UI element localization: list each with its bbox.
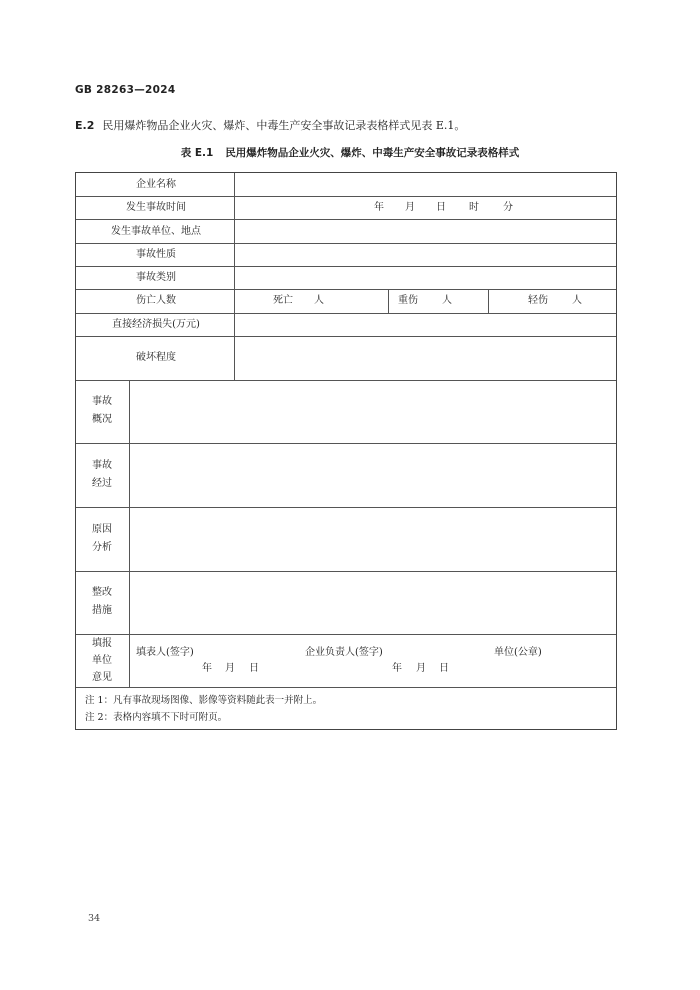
unit-seal: 单位(公章) (494, 647, 542, 658)
clause-text: 民用爆炸物品企业火灾、爆炸、中毒生产安全事故记录表格样式见表 E.1。 (102, 119, 466, 132)
filler-date-month: 月 (225, 663, 235, 674)
clause-number: E.2 (75, 119, 95, 132)
casualty-death: 死亡 (273, 295, 293, 306)
label-damage-degree: 破坏程度 (136, 352, 176, 363)
label-cause-1: 原因 (92, 524, 112, 535)
casualty-severe-unit: 人 (442, 295, 452, 306)
label-overview-1: 事故 (92, 396, 112, 407)
table-title: 民用爆炸物品企业火灾、爆炸、中毒生产安全事故记录表格样式 (225, 147, 520, 159)
casualty-minor: 轻伤 (528, 295, 548, 306)
time-year: 年 (374, 202, 384, 213)
label-process-2: 经过 (92, 478, 112, 489)
time-minute: 分 (503, 202, 513, 213)
label-economic-loss: 直接经济损失(万元) (112, 319, 200, 330)
table-caption (0, 145, 700, 160)
label-rectification-2: 措施 (92, 605, 112, 616)
casualty-death-unit: 人 (314, 295, 324, 306)
label-opinion-2: 单位 (92, 655, 112, 666)
label-process-1: 事故 (92, 460, 112, 471)
label-cause-2: 分析 (92, 542, 112, 553)
filler-date-day: 日 (249, 663, 259, 674)
leader-date-year: 年 (392, 663, 402, 674)
filler-signature: 填表人(签字) (136, 647, 194, 658)
time-month: 月 (405, 202, 415, 213)
time-day: 日 (436, 202, 446, 213)
note-1: 注 1：凡有事故现场图像、影像等资料随此表一并附上。 (85, 695, 323, 706)
time-hour: 时 (469, 202, 479, 213)
standard-number: GB 28263—2024 (75, 84, 176, 96)
label-accident-time: 发生事故时间 (126, 202, 186, 213)
label-overview-2: 概况 (92, 414, 112, 425)
accident-record-table (75, 172, 617, 730)
casualty-minor-unit: 人 (572, 295, 582, 306)
label-unit-location: 发生事故单位、地点 (111, 226, 201, 237)
leader-date-day: 日 (439, 663, 449, 674)
filler-date-year: 年 (202, 663, 212, 674)
table-number: 表 E.1 (180, 147, 214, 159)
label-rectification-1: 整改 (92, 587, 112, 598)
label-opinion-1: 填报 (92, 638, 112, 649)
label-casualties: 伤亡人数 (136, 295, 176, 306)
label-accident-category: 事故类别 (136, 272, 176, 283)
leader-date-month: 月 (416, 663, 426, 674)
leader-signature: 企业负责人(签字) (305, 647, 383, 658)
casualty-severe: 重伤 (398, 295, 418, 306)
label-accident-nature: 事故性质 (136, 249, 176, 260)
label-opinion-3: 意见 (92, 672, 112, 683)
label-enterprise-name: 企业名称 (136, 179, 176, 190)
page-number: 34 (88, 913, 101, 924)
clause-e2 (75, 117, 465, 133)
note-2: 注 2：表格内容填不下时可附页。 (85, 712, 228, 723)
